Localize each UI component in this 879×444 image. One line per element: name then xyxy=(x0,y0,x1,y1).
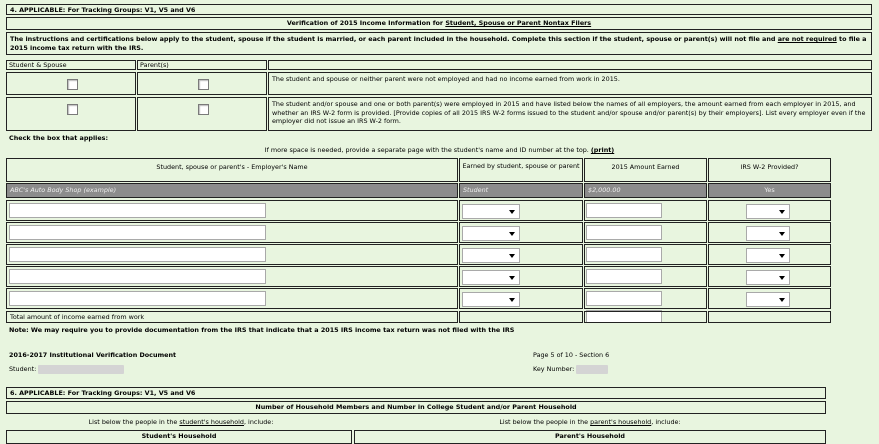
key-number-redacted xyxy=(576,365,608,374)
w2-provided-select[interactable] xyxy=(746,226,790,241)
example-amount: $2,000.00 xyxy=(584,183,707,198)
chevron-down-icon xyxy=(509,232,515,236)
th-amount: 2015 Amount Earned xyxy=(584,158,707,182)
chevron-down-icon xyxy=(779,210,785,214)
total-w2-blank xyxy=(708,311,831,323)
w2-provided-select[interactable] xyxy=(746,292,790,307)
chevron-down-icon xyxy=(509,254,515,258)
more-space-text: If more space is needed, provide a separate page with the student's name and ID number at the top. xyxy=(264,146,591,154)
amount-input[interactable] xyxy=(586,225,662,240)
earned-by-select[interactable] xyxy=(462,270,520,285)
parent-household-header: Parent's Household xyxy=(354,430,826,444)
employer-name-input[interactable] xyxy=(9,291,266,306)
example-w2: Yes xyxy=(708,183,831,198)
amount-input[interactable] xyxy=(586,247,662,262)
instructions-end: to file a 2015 income tax return with the IRS. xyxy=(10,35,867,52)
employer-name-input[interactable] xyxy=(9,247,266,262)
th-employer: Student, spouse or parent's - Employer's Name xyxy=(6,158,458,182)
option2-student-checkbox[interactable] xyxy=(67,104,78,115)
col-student-spouse: Student & Spouse xyxy=(6,60,136,70)
instructions-link: are not required xyxy=(777,35,837,43)
employer-name-input[interactable] xyxy=(9,269,266,284)
earned-by-select[interactable] xyxy=(462,204,520,219)
instructions-text: The instructions and certifications below apply to the student, spouse if the student is married, or each parent included in the household. Complete this section if the student, spouse or parent(s) will not file and xyxy=(10,35,778,43)
key-number-label: Key Number: xyxy=(533,365,575,373)
option2-student-cell xyxy=(6,97,136,131)
th-earned-by: Earned by student, spouse or parent xyxy=(459,158,583,182)
chevron-down-icon xyxy=(779,298,785,302)
more-space-note xyxy=(0,146,879,155)
example-employer: ABC's Auto Body Shop (example) xyxy=(6,183,458,198)
section4-instructions xyxy=(6,32,872,55)
earned-by-select[interactable] xyxy=(462,292,520,307)
right-instruction-text: List below the people in the xyxy=(499,418,591,426)
chevron-down-icon xyxy=(779,254,785,258)
option2-parent-cell xyxy=(137,97,267,131)
student-label: Student: xyxy=(9,365,37,373)
option2-text: The student and/or spouse and one or both parent(s) were employed in 2015 and have listed below the names of all employers, the amount earned from each employer in 2015, and whether an IRS W-2 form is provided. [Provide copies of all 2015 IRS W-2 forms issued to the student and/or spouse and/or parent(s) by their employers]. List every employer even if the employer did not issue an IRS W-2 form. xyxy=(268,97,872,131)
section4-header: 4. APPLICABLE: For Tracking Groups: V1, V5 and V6 xyxy=(6,4,872,15)
total-earned-by-blank xyxy=(459,311,583,323)
right-instruction xyxy=(354,418,826,427)
employer-name-input[interactable] xyxy=(9,225,266,240)
earned-by-select[interactable] xyxy=(462,248,520,263)
amount-input[interactable] xyxy=(586,269,662,284)
col-description-blank xyxy=(268,60,872,70)
option1-parent-cell xyxy=(137,72,267,95)
chevron-down-icon xyxy=(779,276,785,280)
section6-header: 6. APPLICABLE: For Tracking Groups: V1, V5 and V6 xyxy=(6,387,826,399)
employer-name-input[interactable] xyxy=(9,203,266,218)
chevron-down-icon xyxy=(509,276,515,280)
amount-input[interactable] xyxy=(586,291,662,306)
option1-text: The student and spouse or neither parent were not employed and had no income earned from work in 2015. xyxy=(268,72,872,95)
w2-provided-select[interactable] xyxy=(746,204,790,219)
section6-title: Number of Household Members and Number in College Student and/or Parent Household xyxy=(6,401,826,414)
left-instruction-end: , include: xyxy=(243,418,274,426)
th-w2: IRS W-2 Provided? xyxy=(708,158,831,182)
check-box-label: Check the box that applies: xyxy=(9,134,109,142)
chevron-down-icon xyxy=(509,298,515,302)
option1-student-cell xyxy=(6,72,136,95)
section4-title-text: Verification of 2015 Income Information for xyxy=(286,19,446,27)
total-amount-cell xyxy=(584,311,707,323)
chevron-down-icon xyxy=(509,210,515,214)
left-instruction-text: List below the people in the xyxy=(88,418,180,426)
example-earned-by: Student xyxy=(459,183,583,198)
student-household-header: Student's Household xyxy=(6,430,352,444)
option1-student-checkbox[interactable] xyxy=(67,79,78,90)
page-info: Page 5 of 10 - Section 6 xyxy=(533,351,610,359)
amount-input[interactable] xyxy=(586,203,662,218)
section4-title-link: Student, Spouse or Parent Nontax Filers xyxy=(445,19,592,27)
parent-household-link: parent's household xyxy=(590,418,652,426)
col-parents: Parent(s) xyxy=(137,60,267,70)
right-instruction-end: , include: xyxy=(651,418,681,426)
section4-title xyxy=(6,17,872,30)
w2-provided-select[interactable] xyxy=(746,248,790,263)
irs-note: Note: We may require you to provide documentation from the IRS that indicate that a 2015 IRS income tax return was not filed with the IRS xyxy=(9,326,515,334)
earned-by-select[interactable] xyxy=(462,226,520,241)
option2-parent-checkbox[interactable] xyxy=(198,104,209,115)
left-instruction xyxy=(6,418,356,427)
doc-title: 2016-2017 Institutional Verification Document xyxy=(9,351,177,359)
student-name-redacted xyxy=(38,365,124,374)
w2-provided-select[interactable] xyxy=(746,270,790,285)
student-household-link: student's household xyxy=(179,418,244,426)
option1-parent-checkbox[interactable] xyxy=(198,79,209,90)
print-link[interactable]: (print) xyxy=(590,146,615,154)
chevron-down-icon xyxy=(779,232,785,236)
total-label: Total amount of income earned from work xyxy=(6,311,458,323)
